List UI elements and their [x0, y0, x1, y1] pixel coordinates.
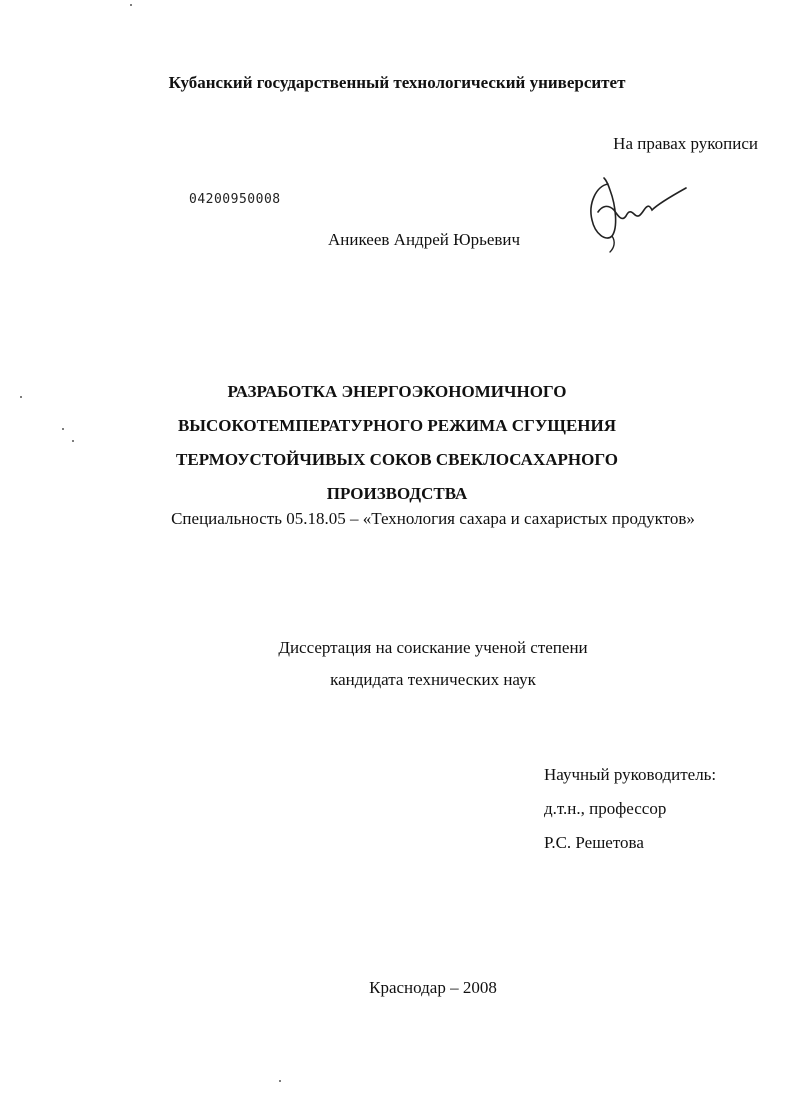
- advisor-name: Р.С. Решетова: [544, 833, 644, 852]
- thesis-line-1: Диссертация на соискание ученой степени: [278, 638, 588, 657]
- author-name: Аникеев Андрей Юрьевич: [328, 230, 521, 249]
- signature-mark: [578, 176, 698, 254]
- scan-speck: [20, 396, 22, 398]
- title-line-4: ПРОИЗВОДСТВА: [326, 484, 468, 503]
- scan-speck: [72, 440, 74, 442]
- thesis-line-2: кандидата технических наук: [330, 670, 536, 689]
- title-line-3: ТЕРМОУСТОЙЧИВЫХ СОКОВ СВЕКЛОСАХАРНОГО: [176, 450, 618, 469]
- university-name: Кубанский государственный технологический университет: [168, 73, 626, 92]
- registration-code: 04200950008: [189, 192, 281, 207]
- specialty-line: Специальность 05.18.05 – «Технология сахара и сахаристых продуктов»: [171, 509, 695, 528]
- advisor-block: [544, 758, 716, 860]
- title-line-1: РАЗРАБОТКА ЭНЕРГОЭКОНОМИЧНОГО: [227, 382, 567, 401]
- rights-note: На правах рукописи: [613, 134, 758, 153]
- city-year: Краснодар – 2008: [369, 978, 497, 997]
- advisor-degree: д.т.н., профессор: [544, 799, 667, 818]
- scan-speck: [130, 4, 132, 6]
- thesis-statement: [0, 632, 794, 696]
- scan-speck: [279, 1080, 281, 1082]
- dissertation-title: [0, 375, 794, 511]
- advisor-label: Научный руководитель:: [544, 765, 717, 784]
- scan-speck: [62, 428, 64, 430]
- title-line-2: ВЫСОКОТЕМПЕРАТУРНОГО РЕЖИМА СГУЩЕНИЯ: [177, 416, 617, 435]
